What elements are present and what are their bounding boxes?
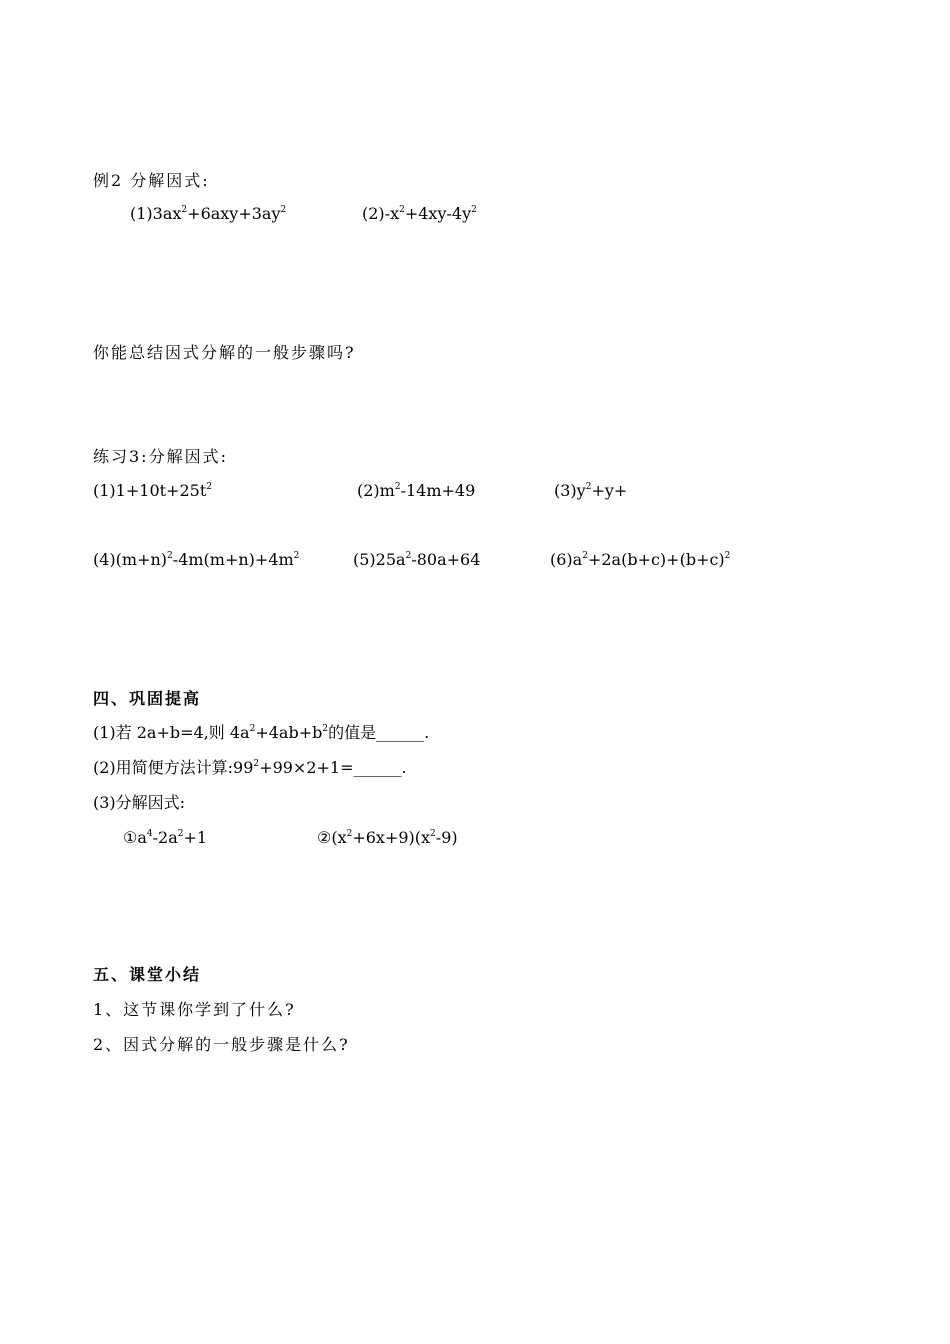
section-4-heading: 四、巩固提高 (93, 689, 202, 708)
exercise-3-title: 练习3:分解因式: (93, 447, 228, 466)
consolidate-question-3: (3)分解因式: (93, 793, 186, 812)
exercise-3-item-1: $(1)1+10t+25t^2$ (93, 481, 212, 500)
example-2-title: 例2 分解因式: (93, 171, 210, 190)
exercise-3-item-2: $(2)m^2-14m+49$ (357, 481, 476, 500)
exercise-3-item-3: $(3)y^2+y+$ (554, 481, 628, 500)
consolidate-question-2: (2)用简便方法计算$:99^2+99\times 2+1=\_\_\_\_\_\_$. (93, 758, 407, 777)
example-2-problem-1: $(1)3ax^2+6axy+3ay^2$ (130, 204, 287, 223)
example-2-problem-2: $(2)-x^2+4xy-4y^2$ (362, 204, 477, 223)
exercise-3-item-5: $(5)25a^2-80a+64$ (353, 550, 481, 569)
summary-item-1: 1、这节课你学到了什么? (93, 1000, 296, 1019)
consolidate-question-1: (1)若 2a+b=4,则 $4a^2+4ab+b^2$的值是______. (93, 723, 430, 742)
consolidate-question-3a: $①a^4-2a^2+1$ (123, 828, 208, 847)
exercise-3-item-6: $(6)a^2+2a(b+c)+(b+c)^2$ (550, 550, 731, 569)
section-5-heading: 五、课堂小结 (93, 965, 202, 984)
summary-item-2: 2、因式分解的一般步骤是什么? (93, 1035, 350, 1054)
consolidate-question-3b: $②(x^2+6x+9)(x^2-9)$ (317, 828, 458, 847)
exercise-3-item-4: $(4)(m+n)^2-4m(m+n)+4m^2$ (93, 550, 300, 569)
summary-question: 你能总结因式分解的一般步骤吗? (93, 343, 356, 362)
